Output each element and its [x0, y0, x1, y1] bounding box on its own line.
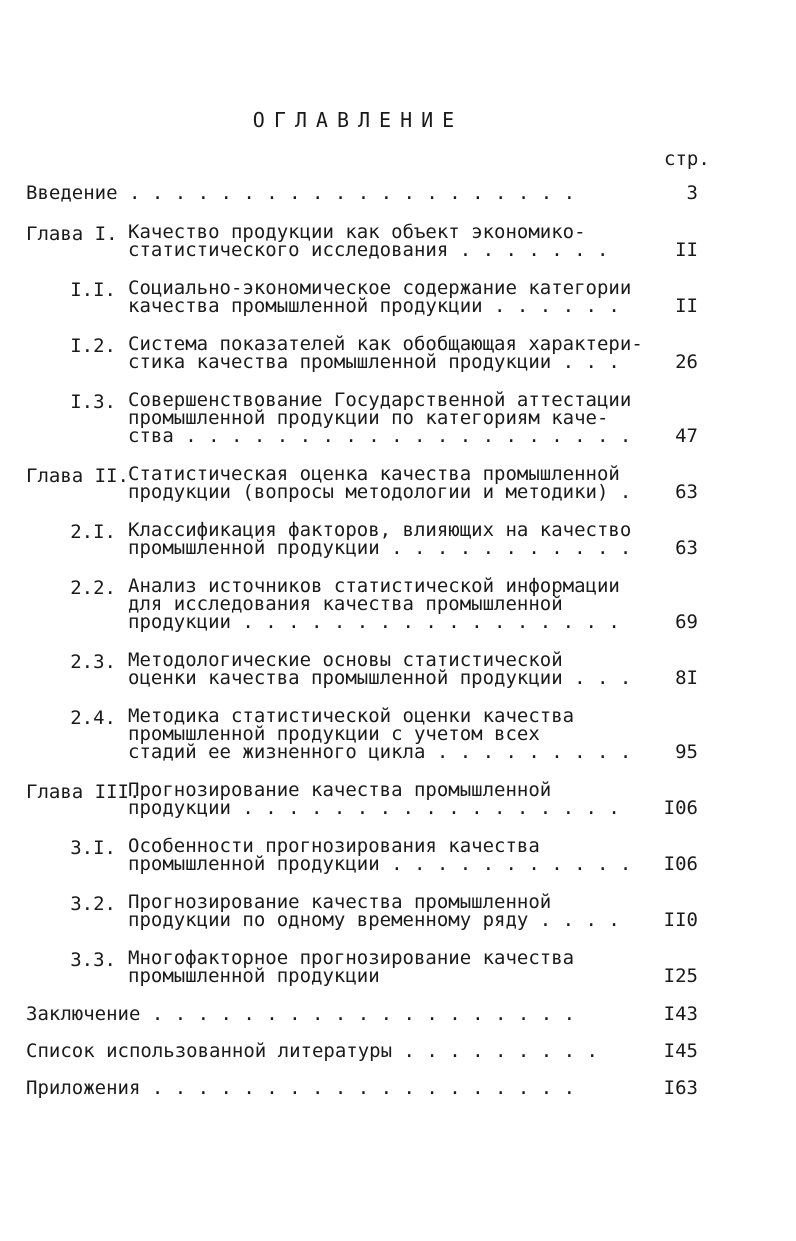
toc-list [26, 184, 706, 1097]
toc-entry-label: I.I. [70, 279, 116, 301]
toc-entry-chapter-1 [26, 223, 706, 259]
toc-entry-chapter-2 [26, 465, 706, 501]
toc-entry-section-2-4 [26, 707, 706, 761]
toc-entry-text: ства . . . . . . . . . . . . . . . . . . . . [128, 425, 632, 447]
toc-entry-section-1-1 [26, 279, 706, 315]
toc-entry-text: Заключение . . . . . . . . . . . . . . . . . . . [26, 1003, 576, 1025]
toc-entry-text: промышленной продукции с учетом всех [128, 723, 540, 745]
toc-entry-text: Введение . . . . . . . . . . . . . . . . . . . . [26, 182, 576, 204]
toc-entry-text: продукции по одному временному ряду . . . . [128, 909, 620, 931]
toc-entry-page: II0 [663, 909, 698, 931]
toc-entry-section-2-3 [26, 651, 706, 687]
toc-entry-section-1-3 [26, 391, 706, 445]
toc-entry-label: 2.4. [70, 707, 116, 729]
toc-entry-bibliography [26, 1042, 706, 1060]
toc-entry-text: Список использованной литературы . . . . . . . . . [26, 1040, 598, 1062]
toc-entry-text: качества промышленной продукции . . . . . . [128, 295, 620, 317]
toc-entry-text: промышленной продукции по категориям каче- [128, 407, 609, 429]
toc-entry-section-2-1 [26, 521, 706, 557]
toc-entry-text: промышленной продукции . . . . . . . . . . . [128, 853, 632, 875]
toc-entry-section-3-1 [26, 837, 706, 873]
toc-entry-page: I25 [663, 965, 698, 987]
toc-entry-text: продукции . . . . . . . . . . . . . . . . . [128, 797, 620, 819]
toc-entry-conclusion [26, 1005, 706, 1023]
toc-entry-label: Глава II. [26, 465, 129, 487]
toc-entry-page: 3 [686, 182, 698, 204]
toc-entry-section-1-2 [26, 335, 706, 371]
toc-entry-text: Классификация факторов, влияющих на качество [128, 519, 632, 541]
toc-entry-page: I43 [663, 1003, 698, 1025]
toc-entry-text: стика качества промышленной продукции . . . [128, 351, 620, 373]
toc-entry-chapter-3 [26, 781, 706, 817]
toc-entry-text: Методика статистической оценки качества [128, 705, 575, 727]
toc-entry-text: промышленной продукции [128, 965, 380, 987]
toc-entry-text: Прогнозирование качества промышленной [128, 891, 552, 913]
toc-entry-section-2-2 [26, 577, 706, 631]
toc-entry-label: 3.I. [70, 837, 116, 859]
toc-entry-text: Методологические основы статистической [128, 649, 563, 671]
toc-entry-page: 69 [675, 611, 698, 633]
toc-entry-introduction [26, 184, 706, 202]
toc-entry-page: 63 [675, 481, 698, 503]
toc-entry-page: I63 [663, 1077, 698, 1099]
toc-entry-text: статистического исследования . . . . . . . [128, 239, 609, 261]
toc-entry-page: I06 [663, 797, 698, 819]
toc-entry-text: продукции . . . . . . . . . . . . . . . . . [128, 611, 620, 633]
page-column-label: стр. [664, 148, 710, 170]
toc-entry-label: Глава III. [26, 781, 141, 803]
toc-entry-text: Социально-экономическое содержание категории [128, 277, 632, 299]
toc-entry-section-3-3 [26, 949, 706, 985]
toc-entry-page: II [675, 239, 698, 261]
page-title: ОГЛАВЛЕНИЕ [252, 108, 464, 132]
toc-entry-text: продукции (вопросы методологии и методики) . [128, 481, 632, 503]
toc-entry-text: Статистическая оценка качества промышленной [128, 463, 620, 485]
toc-entry-text: Система показателей как обобщающая характери- [128, 333, 643, 355]
toc-entry-label: 2.I. [70, 521, 116, 543]
toc-entry-text: для исследования качества промышленной [128, 593, 563, 615]
toc-entry-text: Многофакторное прогнозирование качества [128, 947, 575, 969]
toc-entry-page: 8I [675, 667, 698, 689]
toc-entry-text: Совершенствование Государственной аттестации [128, 389, 632, 411]
toc-entry-page: 95 [675, 741, 698, 763]
toc-entry-section-3-2 [26, 893, 706, 929]
toc-entry-text: стадий ее жизненного цикла . . . . . . . . . [128, 741, 632, 763]
toc-entry-text: Особенности прогнозирования качества [128, 835, 540, 857]
toc-entry-label: 3.3. [70, 949, 116, 971]
toc-entry-label: 2.3. [70, 651, 116, 673]
toc-entry-text: Прогнозирование качества промышленной [128, 779, 552, 801]
toc-entry-text: Качество продукции как объект экономико- [128, 221, 586, 243]
toc-entry-text: Приложения . . . . . . . . . . . . . . . . . . . [26, 1077, 576, 1099]
toc-entry-page: I45 [663, 1040, 698, 1062]
toc-entry-text: оценки качества промышленной продукции . . . [128, 667, 632, 689]
toc-entry-page: I06 [663, 853, 698, 875]
toc-entry-page: 26 [675, 351, 698, 373]
toc-entry-text: Анализ источников статистической информации [128, 575, 620, 597]
toc-entry-page: 47 [675, 425, 698, 447]
toc-entry-appendices [26, 1079, 706, 1097]
toc-entry-label: I.2. [70, 335, 116, 357]
toc-entry-label: 3.2. [70, 893, 116, 915]
toc-entry-label: 2.2. [70, 577, 116, 599]
toc-entry-label: Глава I. [26, 223, 118, 245]
toc-entry-page: 63 [675, 537, 698, 559]
toc-entry-page: II [675, 295, 698, 317]
toc-entry-text: промышленной продукции . . . . . . . . . . . [128, 537, 632, 559]
toc-entry-label: I.3. [70, 391, 116, 413]
